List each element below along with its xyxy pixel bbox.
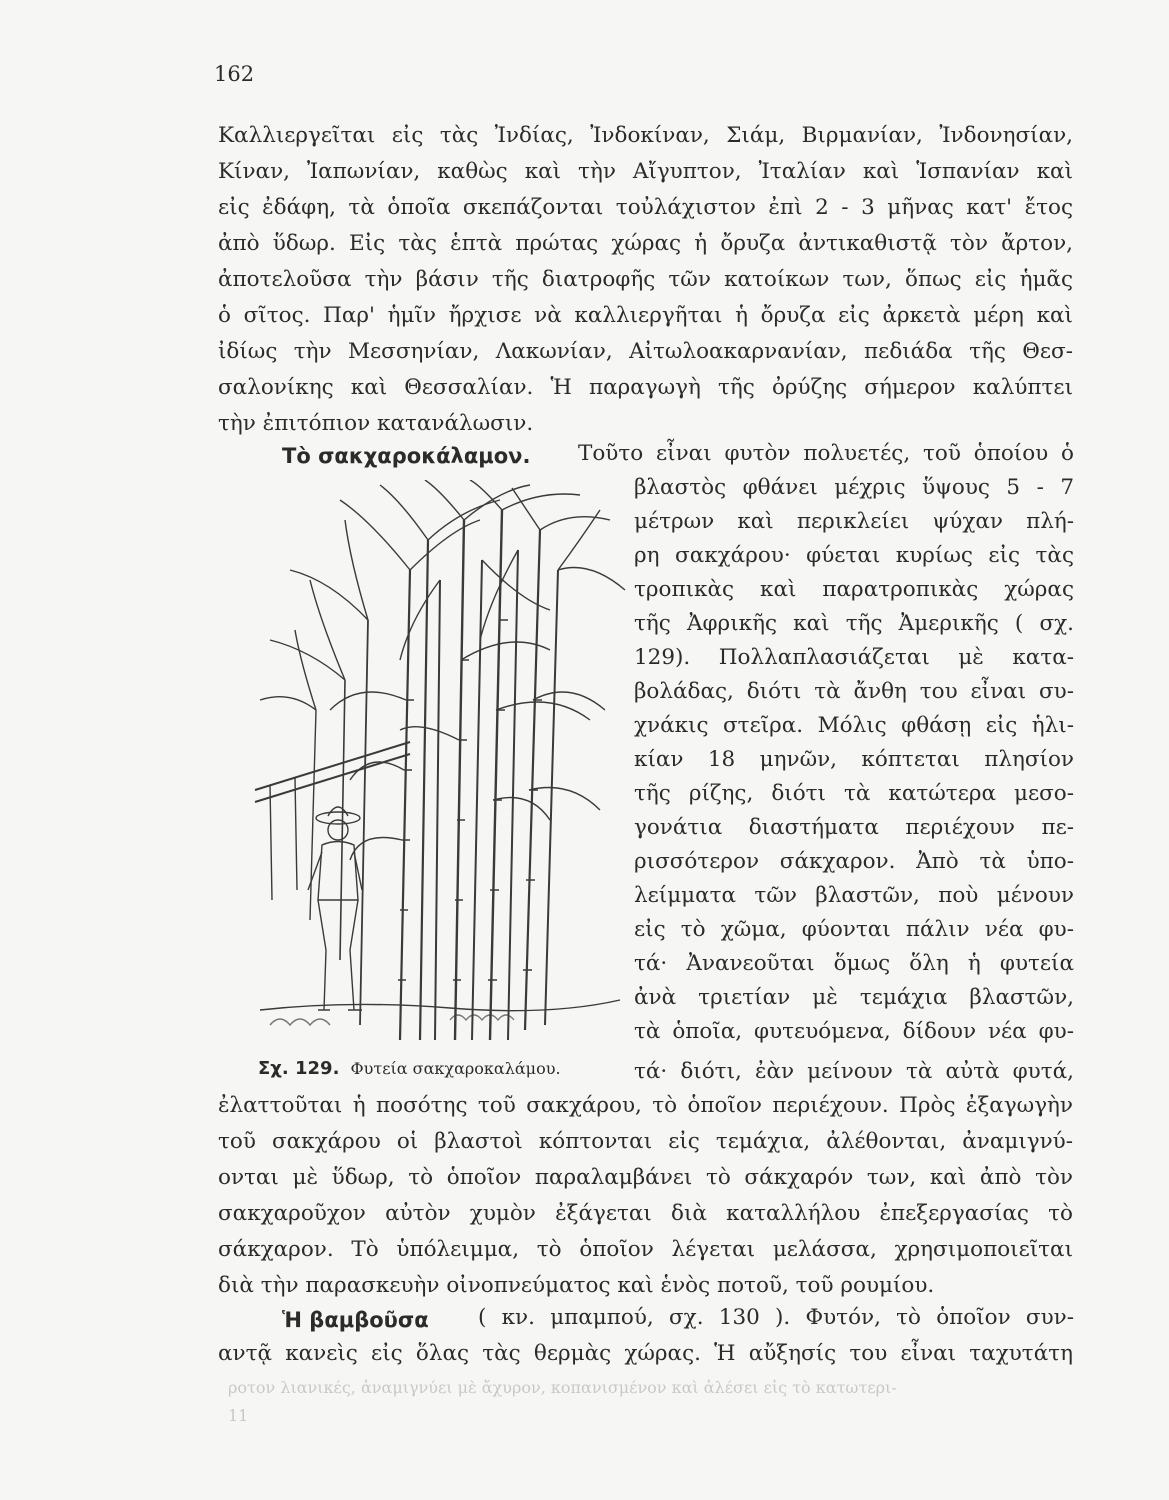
text-line: ἀποτελοῦσα τὴν βάσιν τῆς διατροφῆς τῶν κατοίκων των, ὅπως εἰς ἡμᾶς — [218, 267, 1073, 292]
text-line: τῆς ρίζης, διότι τὰ κατώτερα μεσο- — [634, 781, 1074, 806]
text-line: γονάτια διαστήματα περιέχουν πε- — [634, 815, 1074, 840]
section-heading-bamboo: Ἡ βαμβοῦσα — [282, 1308, 429, 1332]
section-heading-sugarcane: Τὸ σακχαροκάλαμον. — [282, 444, 531, 468]
text-line: ονται μὲ ὕδωρ, τὸ ὁποῖον παραλαμβάνει τὸ σάκχαρόν των, καὶ ἀπὸ τὸν — [218, 1165, 1073, 1190]
text-line: ἐλαττοῦται ἡ ποσότης τοῦ σακχάρου, τὸ ὁποῖον περιέχουν. Πρὸς ἐξαγωγὴν — [218, 1093, 1073, 1118]
text-line: τὰ ὁποῖα, φυτευόμενα, δίδουν νέα φυ- — [634, 1019, 1074, 1044]
show-through-text: ροτον λιανικές, ἀναμιγνύει μὲ ἄχυρον, κοπανισμένον καὶ ἀλέσει εἰς τὸ κατωτερι- — [228, 1378, 897, 1397]
text-line: ρισσότερον σάκχαρον. Ἀπὸ τὰ ὑπο- — [634, 849, 1074, 874]
text-line: ( κν. μπαμπού, σχ. 130 ). Φυτόν, τὸ ὁποῖον συν- — [478, 1305, 1074, 1330]
text-line: βλαστὸς φθάνει μέχρις ὕψους 5 - 7 — [634, 475, 1074, 500]
text-line: εἰς ἐδάφη, τὰ ὁποῖα σκεπάζονται τοὐλάχιστον ἐπὶ 2 - 3 μῆνας κατ' ἔτος — [218, 195, 1073, 220]
page-number: 162 — [214, 62, 255, 86]
text-line: Τοῦτο εἶναι φυτὸν πολυετές, τοῦ ὁποίου ὁ — [578, 441, 1074, 466]
text-line: τῆς Ἀφρικῆς καὶ τῆς Ἀμερικῆς ( σχ. — [634, 611, 1074, 636]
text-line: τὴν ἐπιτόπιον κατανάλωσιν. — [218, 411, 534, 436]
text-line: τροπικὰς καὶ παρατροπικὰς χώρας — [634, 577, 1074, 602]
text-line: ἀπὸ ὕδωρ. Εἰς τὰς ἑπτὰ πρώτας χώρας ἡ ὄρυζα ἀντικαθιστᾷ τὸν ἄρτον, — [218, 231, 1073, 256]
text-line: διὰ τὴν παρασκευὴν οἰνοπνεύματος καὶ ἑνὸς ποτοῦ, τοῦ ρουμίου. — [218, 1273, 935, 1298]
text-line: σακχαροῦχον αὐτὸν χυμὸν ἐξάγεται διὰ καταλλήλου ἐπεξεργασίας τὸ — [218, 1201, 1073, 1226]
text-line: χνάκις στεῖρα. Μόλις φθάσῃ εἰς ἡλι- — [634, 713, 1074, 738]
show-through-number: 11 — [228, 1406, 249, 1425]
text-line: κίαν 18 μηνῶν, κόπτεται πλησίον — [634, 747, 1074, 772]
text-line: ὁ σῖτος. Παρ' ἡμῖν ἤρχισε νὰ καλλιεργῆται ἡ ὄρυζα εἰς ἀρκετὰ μέρη καὶ — [218, 303, 1073, 328]
text-line: ἰδίως τὴν Μεσσηνίαν, Λακωνίαν, Αἰτωλοακαρνανίαν, πεδιάδα τῆς Θεσ- — [218, 339, 1073, 364]
text-line: αντᾷ κανεὶς εἰς ὅλας τὰς θερμὰς χώρας. Ἡ αὔξησίς του εἶναι ταχυτάτη — [218, 1341, 1073, 1366]
text-line: τά· διότι, ἐὰν μείνουν τὰ αὐτὰ φυτά, — [634, 1059, 1074, 1084]
text-line: βολάδας, διότι τὰ ἄνθη του εἶναι συ- — [634, 679, 1074, 704]
text-line: λείμματα τῶν βλαστῶν, ποὺ μένουν — [634, 883, 1074, 908]
text-line: Καλλιεργεῖται εἰς τὰς Ἰνδίας, Ἰνδοκίναν, Σιάμ, Βιρμανίαν, Ἰνδονησίαν, — [218, 123, 1073, 148]
text-line: Κίναν, Ἰαπωνίαν, καθὼς καὶ τὴν Αἴγυπτον, Ἰταλίαν καὶ Ἱσπανίαν καὶ — [218, 159, 1073, 184]
figure-caption-text: Φυτεία σακχαροκαλάμου. — [350, 1059, 561, 1078]
text-line: τά· Ἀνανεοῦται ὅμως ὅλη ἡ φυτεία — [634, 951, 1074, 976]
text-line: σάκχαρον. Τὸ ὑπόλειμμα, τὸ ὁποῖον λέγεται μελάσσα, χρησιμοποιεῖται — [218, 1237, 1073, 1262]
figure-caption — [258, 1058, 561, 1079]
text-line: τοῦ σακχάρου οἱ βλαστοὶ κόπτονται εἰς τεμάχια, ἀλέθονται, ἀναμιγνύ- — [218, 1129, 1073, 1154]
text-line: σαλονίκης καὶ Θεσσαλίαν. Ἡ παραγωγὴ τῆς ὀρύζης σήμερον καλύπτει — [218, 375, 1073, 400]
text-line: ἀνὰ τριετίαν μὲ τεμάχια βλαστῶν, — [634, 985, 1074, 1010]
text-line: 129). Πολλαπλασιάζεται μὲ κατα- — [634, 645, 1074, 670]
figure-number: Σχ. 129. — [258, 1058, 340, 1079]
text-line: εἰς τὸ χῶμα, φύονται πάλιν νέα φυ- — [634, 917, 1074, 942]
text-line: ρη σακχάρου· φύεται κυρίως εἰς τὰς — [634, 543, 1074, 568]
text-line: μέτρων καὶ περικλείει ψύχαν πλή- — [634, 509, 1074, 534]
sugarcane-illustration — [250, 480, 630, 1050]
